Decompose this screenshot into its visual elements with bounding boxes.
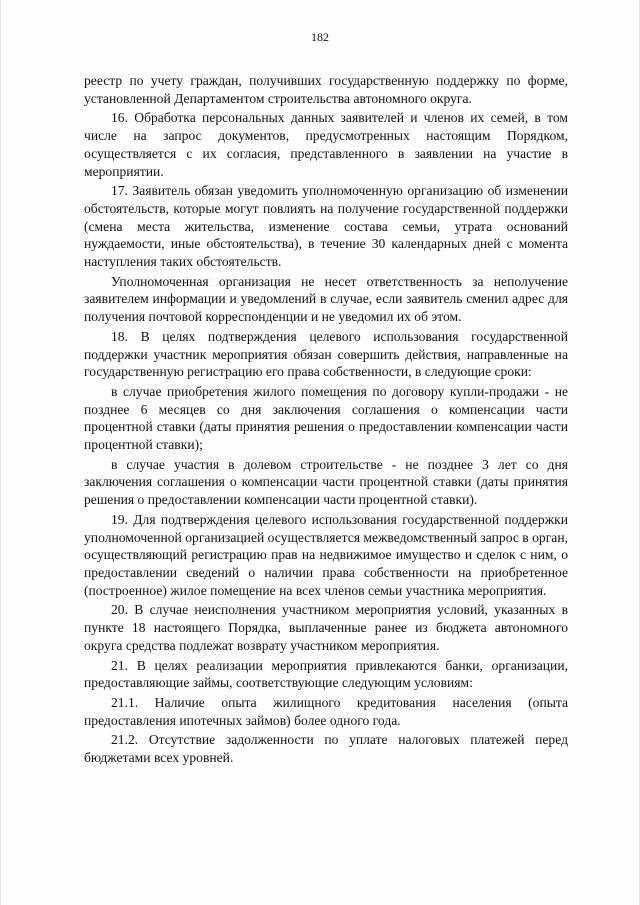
paragraph-registry-continuation: реестр по учету граждан, получивших государственную поддержку по форме, установленной Департаментом строительства автономного округа. [84, 73, 568, 106]
paragraph-17: 17. Заявитель обязан уведомить уполномоченную организацию об изменении обстоятельств, которые могут повлиять на получение государственной поддержки (смена места жительства, изменение состава семьи, утрата оснований нуждаемости, иные обстоятельства), в течение 30 календарных дней с момента наступления таких обстоятельств. [84, 183, 568, 270]
paragraph-21-1: 21.1. Наличие опыта жилищного кредитования населения (опыта предоставления ипотечных займов) более одного года. [84, 694, 568, 728]
document-body [84, 72, 568, 769]
paragraph-18-purchase: в случае приобретения жилого помещения по договору купли-продажи - не позднее 6 месяцев со дня заключения соглашения о компенсации части процентной ставки (даты принятия решения о предоставлении компенсации части процентной ставки); [84, 383, 568, 453]
paragraph-19: 19. Для подтверждения целевого использования государственной поддержки уполномоченной организацией осуществляется межведомственный запрос в орган, осуществляющий регистрацию прав на недвижимое имущество и сделок с ним, о предоставлении сведений о наличии права собственности на приобретенное (построенное) жилое помещение на всех членов семьи участника мероприятия. [84, 511, 568, 598]
paragraph-18: 18. В целях подтверждения целевого использования государственной поддержки участник мероприятия обязан совершить действия, направленные на государственную регистрацию его права собственности, в следующие сроки: [84, 328, 568, 380]
paragraph-16: 16. Обработка персональных данных заявителей и членов их семей, в том числе на запрос документов, предусмотренных настоящим Порядком, осуществляется с их согласия, представленного в заявлении на участие в мероприятии. [84, 110, 568, 179]
paragraph-21: 21. В целях реализации мероприятия привлекаются банки, организации, предоставляющие займы, соответствующие следующим условиям: [84, 657, 568, 691]
paragraph-18-shared-construction: в случае участия в долевом строительстве - не позднее 3 лет со дня заключения соглашения о компенсации части процентной ставки (даты принятия решения о предоставлении компенсации части процентной ставки). [84, 456, 568, 508]
paragraph-20: 20. В случае неисполнения участником мероприятия условий, указанных в пункте 18 настоящего Порядка, выплаченные ранее из бюджета автономного округа средства подлежат возврату участником мероприятия. [84, 602, 568, 653]
page-number: 182 [311, 30, 329, 44]
paragraph-21-2: 21.2. Отсутствие задолженности по уплате налоговых платежей перед бюджетами всех уровней. [84, 732, 568, 766]
paragraph-17-responsibility: Уполномоченная организация не несет ответственность за неполучение заявителем информации и уведомлений в случае, если заявитель сменил адрес для получения почтовой корреспонденции и не уведомил их об этом. [84, 273, 568, 325]
